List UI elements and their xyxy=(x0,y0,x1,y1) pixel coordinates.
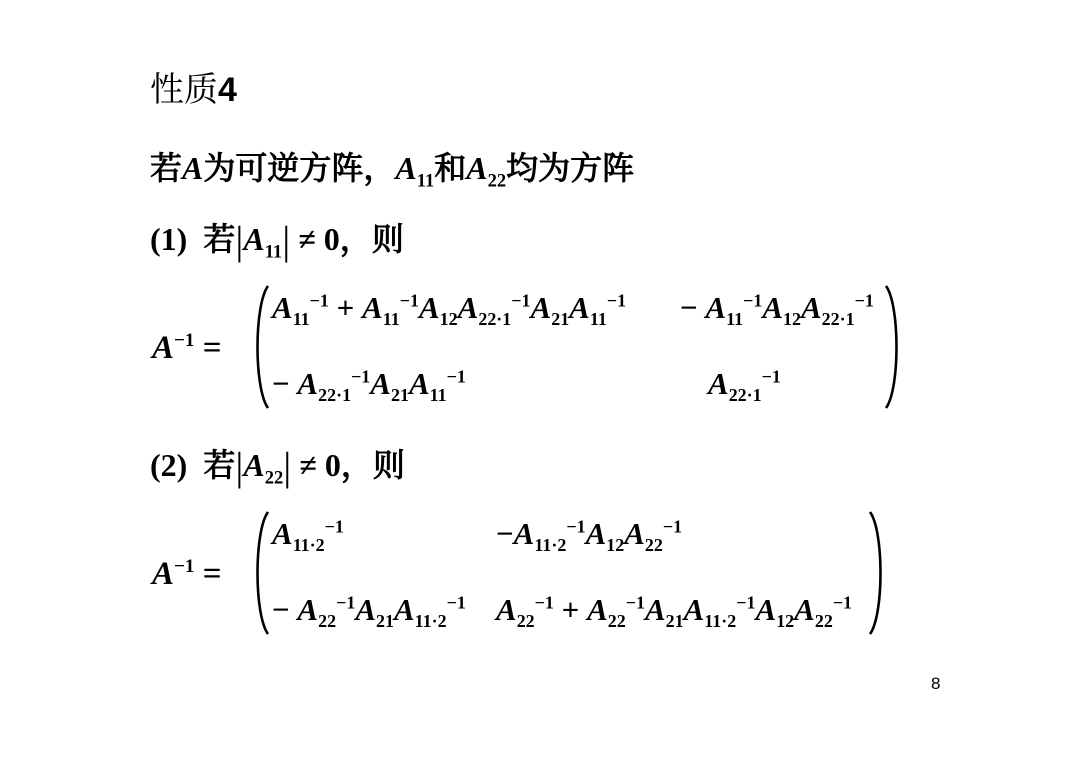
case2-label: (2) xyxy=(150,447,188,483)
matrix2-lhs: $A^{-1}$ = xyxy=(152,556,222,592)
matrix1-cell-21: − $A_{22\cdot 1}^{-1}A_{21}A_{11}^{-1}$ xyxy=(272,366,466,406)
matrix2-right-paren xyxy=(866,509,890,637)
matrix1-cell-22: $A_{22\cdot 1}^{-1}$ xyxy=(708,366,781,406)
slide-title xyxy=(150,62,237,111)
title-text: 性质 xyxy=(150,70,218,110)
matrix2-cell-12: $-A_{11\cdot 2}^{-1}A_{12}A_{22}^{-1}$ xyxy=(496,516,683,556)
matrix2-cell-11: $A_{11\cdot 2}^{-1}$ xyxy=(272,516,344,556)
matrix1-cell-11: $A_{11}^{-1} + A_{11}^{-1}A_{12}A_{22\cdot 1}^{-1}A_{21}A_{11}^{-1}$ xyxy=(272,290,627,330)
theorem-statement: 若A为可逆方阵，$A_{11}$和$A_{22}$均为方阵 xyxy=(150,149,635,192)
matrix1-left-paren xyxy=(248,283,272,411)
case2-condition: (2) 若$|A_{22}| \ne 0$，则 xyxy=(150,444,405,489)
matrix1-cell-12: − $A_{11}^{-1}A_{12}A_{22\cdot 1}^{-1}$ xyxy=(680,290,874,330)
case1-label: (1) xyxy=(150,221,188,257)
title-number: 4 xyxy=(218,71,237,109)
matrix1-lhs: $A^{-1}$ = xyxy=(152,330,222,366)
matrix2-cell-22: $A_{22}^{-1} + A_{22}^{-1}A_{21}A_{11\cdot 2}^{-1}A_{12}A_{22}^{-1}$ xyxy=(496,592,853,632)
matrix2-cell-21: − $A_{22}^{-1}A_{21}A_{11\cdot 2}^{-1}$ xyxy=(272,592,466,632)
case1-condition: (1) 若$|A_{11}| \ne 0$，则 xyxy=(150,218,404,263)
matrix1-right-paren xyxy=(882,283,906,411)
matrix2-left-paren xyxy=(248,509,272,637)
page-number: 8 xyxy=(931,674,941,693)
